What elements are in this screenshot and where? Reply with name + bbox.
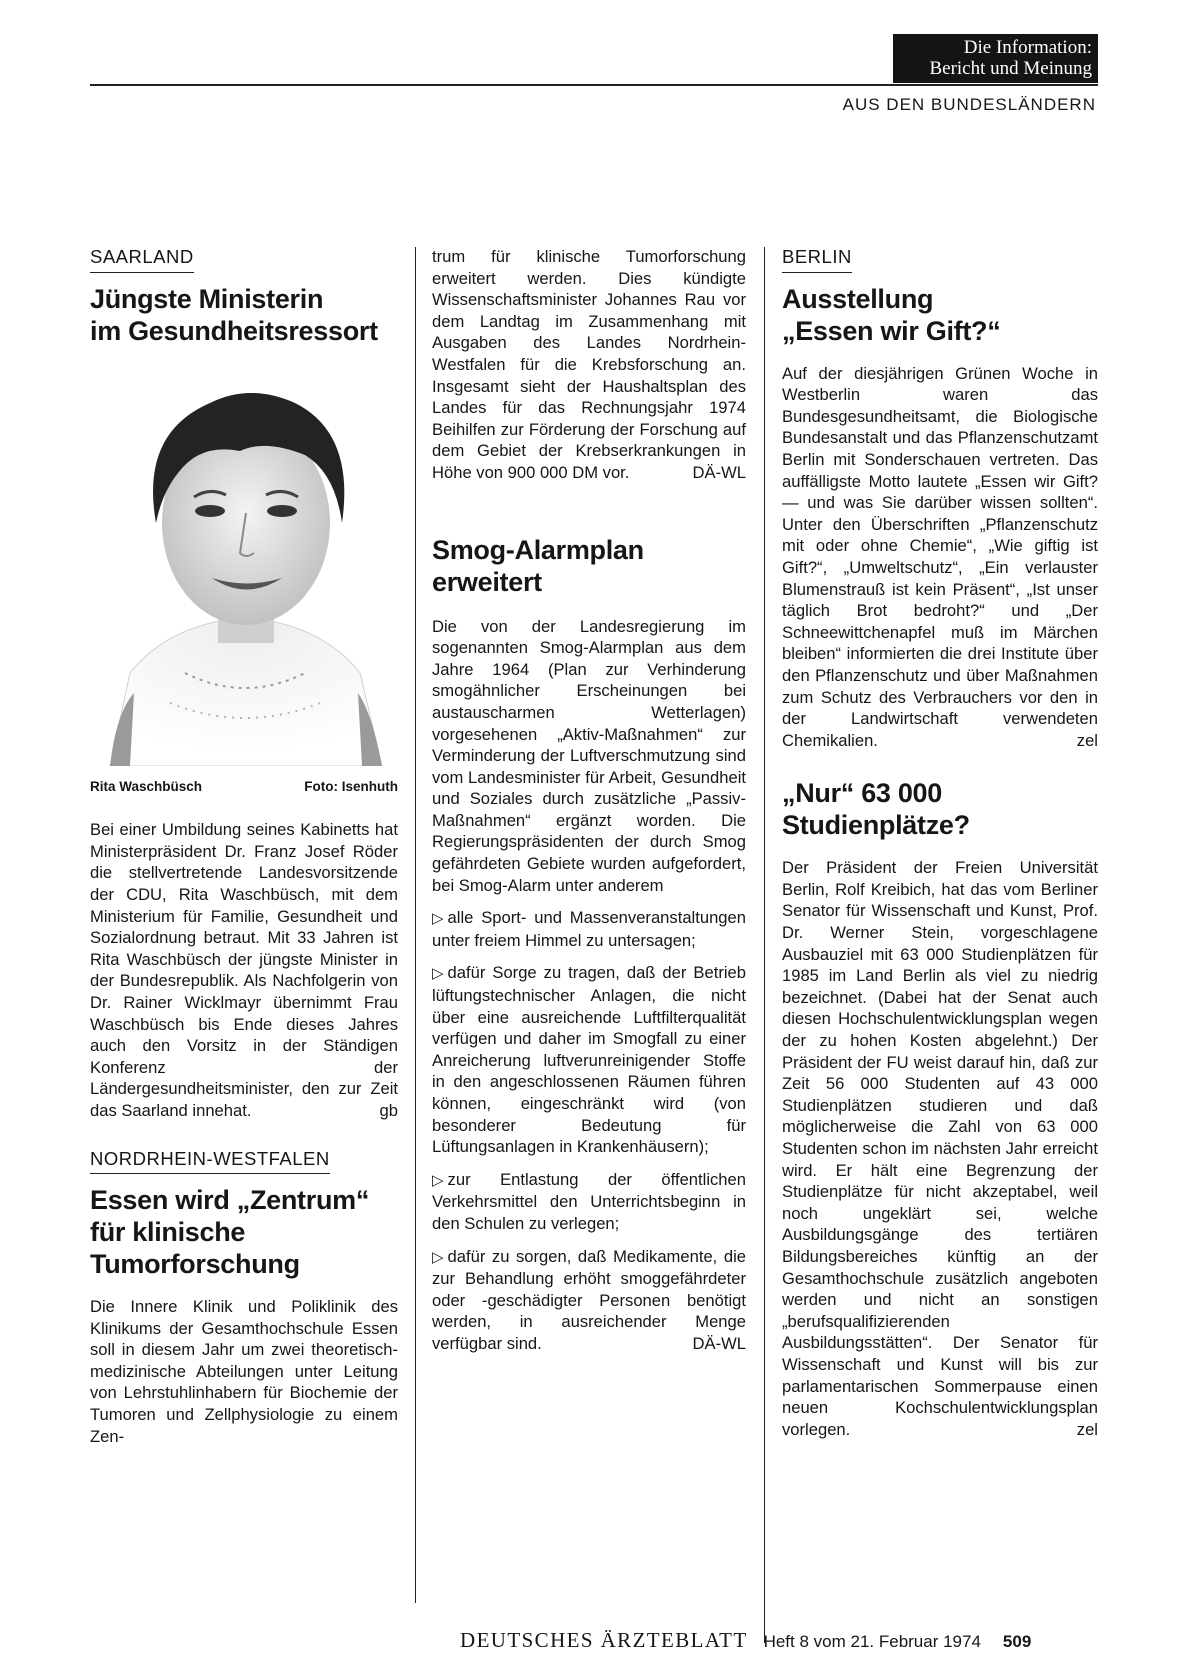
list-item — [432, 1169, 746, 1235]
article-body — [782, 363, 1098, 752]
paragraph: Die Innere Klinik und Poliklinik des Klinikums der Gesamthochschule Essen soll in diesem Jahr um zwei theoretisch-medizinische Abteilungen unter Leitung von Lehrstuhlinhabern für Biochemie der Tumoren und Zellphysiologie zu einem Zen- — [90, 1297, 398, 1446]
paragraph-text: Bei einer Umbildung seines Kabinetts hat Ministerpräsident Dr. Franz Josef Röder die stellvertretende Landesvorsitzende der CDU, Rita Waschbüsch, mit dem Ministerium für Familie, Gesundheit und Sozialordnung betraut. Mit 33 Jahren ist Rita Waschbüsch der jüngste Minister in der Bundesrepublik. Als Nachfolgerin von Dr. Rainer Wicklmayr übernimmt Frau Waschbüsch bis Ende dieses Jahres auch den Vorsitz in der Ständigen Konferenz der Ländergesundheitsminister, den zur Zeit das Saarland innehat. — [90, 820, 398, 1120]
headline-line: Studienplätze? — [782, 810, 970, 841]
journal-title: DEUTSCHES ÄRZTEBLATT — [460, 1628, 748, 1652]
headline-line: „Nur“ 63 000 — [782, 778, 942, 809]
author-signature: DÄ-WL — [692, 1333, 746, 1353]
triangle-bullet-icon: ▷ — [432, 1248, 444, 1266]
kicker-berlin: BERLIN — [782, 246, 852, 273]
list-item — [432, 1246, 746, 1355]
article-body — [90, 819, 398, 1121]
headline-line: Ausstellung — [782, 283, 934, 314]
photo-credit: Foto: Isenhuth — [304, 778, 398, 794]
portrait-illustration — [90, 373, 398, 766]
kicker-nrw: NORDRHEIN-WESTFALEN — [90, 1148, 330, 1175]
column-2 — [432, 246, 746, 1355]
headline-line: erweitert — [432, 566, 542, 597]
photo-caption — [90, 776, 398, 798]
headline-studienplaetze — [782, 777, 1098, 841]
section-title: AUS DEN BUNDESLÄNDERN — [842, 95, 1096, 114]
author-signature: DÄ-WL — [692, 462, 746, 482]
headline-smog — [432, 534, 746, 598]
caption-name: Rita Waschbüsch — [90, 778, 203, 794]
paragraph-text: Der Präsident der Freien Universität Berlin, Rolf Kreibich, hat das vom Berliner Senator für Wissenschaft und Kunst, Prof. Dr. Werner Stein, vorgeschlagene Ausbauziel mit 63 000 Studienplätzen für 1985 im Land Berlin als viel zu niedrig bezeichnet. (Dabei hat der Senat auch diesen Hochschulentwicklungsplan wegen der zu hohen Kosten abgelehnt.) Der Präsident der FU weist darauf hin, daß zur Zeit 56 000 Studenten auf 43 000 Studienplätzen studieren und daß möglicherweise die Zahl von 63 000 Studenten schon im nächsten Jahr erreicht wird. Er hält eine Begrenzung der Studienplätze für nicht akzeptabel, weil noch ungeklärt sei, welche Ausbildungsgänge des tertiären Bildungsbereiches künftig an der Gesamthochschule zusätzlich angeboten werden und nicht an sonstigen „berufsqualifizierenden Ausbildungsstätten“. Der Senator für Wissenschaft und Kunst will bis zur parlamentarischen Sommerpause einen neuen Kochschulentwicklungsplan vorlegen. — [782, 858, 1098, 1439]
list-item — [432, 962, 746, 1157]
section-badge — [893, 34, 1098, 83]
author-signature: zel — [1076, 1419, 1098, 1439]
headline-line: im Gesundheitsressort — [90, 315, 378, 346]
triangle-bullet-icon: ▷ — [432, 965, 444, 983]
triangle-bullet-icon: ▷ — [432, 910, 444, 928]
list-item-text: dafür zu sorgen, daß Medikamente, die zur Behandlung erhöht smoggefährdeter oder -geschädigter Personen benötigt werden, in ausreichender Menge verfügbar sind. — [432, 1246, 746, 1353]
paragraph-text: Auf der diesjährigen Grünen Woche in Westberlin waren das Bundesgesundheitsamt, die Biologische Bundesanstalt und das Pflanzenschutzamt Berlin mit Sonderschauen vertreten. Das auffälligste Motto lautete „Essen wir Gift? — und was Sie darüber wissen sollten“. Unter den Überschriften „Pflanzenschutz mit oder ohne Chemie“, „Wie giftig ist Gift?“, „Umweltschutz“, „Ein verlauster Blumenstrauß ist kein Präsent“, „Ist unser täglich Brot bedroht?“ und „Der Schneewittchenapfel muß im Märchen bleiben“ informierten die drei Institute über den Pflanzenschutz und über Maßnahmen zum Schutz des Verbrauchers vor den in der Landwirtschaft verwendeten Chemikalien. — [782, 363, 1098, 750]
headline-line: Jüngste Ministerin — [90, 283, 324, 314]
page-number: 509 — [1002, 1632, 1032, 1651]
paragraph: Die von der Landesregierung im sogenannten Smog-Alarmplan aus dem Jahre 1964 (Plan zur Verhinderung smogähnlicher Erscheinungen bei austauscharmen Wetterlagen) vorgesehenen „Aktiv-Maßnahmen“ zur Verminderung der Luftverschmutzung sind vom Landesminister für Arbeit, Gesundheit und Soziales durch zusätzliche „Passiv-Maßnahmen“ ergänzt worden. Die Regierungspräsidenten der durch Smog gefährdeten Gebiete wurden aufgefordert, bei Smog-Alarm unter anderem — [432, 616, 746, 895]
triangle-bullet-icon: ▷ — [432, 1171, 444, 1189]
headline-line: Essen wird „Zentrum“ — [90, 1185, 370, 1216]
header-rule — [90, 84, 1098, 86]
column-1 — [90, 246, 398, 1447]
paragraph — [432, 246, 746, 484]
headline-line: „Essen wir Gift?“ — [782, 315, 1001, 346]
author-signature: gb — [379, 1100, 398, 1120]
list-item-text: zur Entlastung der öffentlichen Verkehrsmittel den Unterrichtsbeginn in den Schulen zu verlegen; — [432, 1169, 746, 1233]
list-item-text: alle Sport- und Massenveranstaltungen unter freiem Himmel zu untersagen; — [432, 908, 746, 950]
badge-line-2: Bericht und Meinung — [929, 58, 1092, 79]
headline-zentrum — [90, 1184, 398, 1280]
list-item — [432, 907, 746, 951]
headline-line: Smog-Alarmplan — [432, 534, 644, 565]
article-body — [432, 246, 746, 484]
article-body — [782, 857, 1098, 1440]
author-signature: zel — [1076, 730, 1098, 750]
issue-info: Heft 8 vom 21. Februar 1974 — [763, 1632, 981, 1651]
paragraph — [782, 857, 1098, 1440]
paragraph-text: trum für klinische Tumorforschung erweitert werden. Dies kündigte Wissenschaftsminister Johannes Rau vor dem Landtag im Zusammenhang mit Ausgaben des Landes Nordrhein-Westfalen für die Krebsforschung an. Insgesamt sieht der Haushaltsplan des Landes für das Rechnungsjahr 1974 Beihilfen zur Förderung der Forschung auf dem Gebiet der Krebserkrankungen in Höhe von 900 000 DM vor. — [432, 247, 746, 482]
portrait-photo — [90, 373, 398, 766]
paragraph — [90, 819, 398, 1121]
column-3 — [782, 246, 1098, 1440]
headline-line: Tumorforschung — [90, 1249, 300, 1280]
headline-line: für klinische — [90, 1217, 246, 1248]
article-body — [432, 616, 746, 1355]
column-divider-2 — [764, 247, 765, 1643]
headline-ausstellung — [782, 283, 1098, 347]
page-footer — [460, 1628, 1031, 1653]
article-body — [90, 1296, 398, 1447]
column-divider-1 — [415, 247, 416, 1603]
list-item-text: dafür Sorge zu tragen, daß der Betrieb lüftungstechnischer Anlagen, die nicht über eine ausreichende Luftfilterqualität verfügen und daher im Smogfall zu einer Anreicherung luftverunreinigender Stoffe in den angeschlossenen Räumen führen können, eingeschränkt wird (von besonderer Bedeutung für Lüftungsanlagen in Krankenhäusern); — [432, 963, 746, 1157]
paragraph — [782, 363, 1098, 752]
badge-line-1: Die Information: — [963, 37, 1092, 58]
kicker-saarland: SAARLAND — [90, 246, 194, 273]
headline-ministerin — [90, 283, 398, 347]
